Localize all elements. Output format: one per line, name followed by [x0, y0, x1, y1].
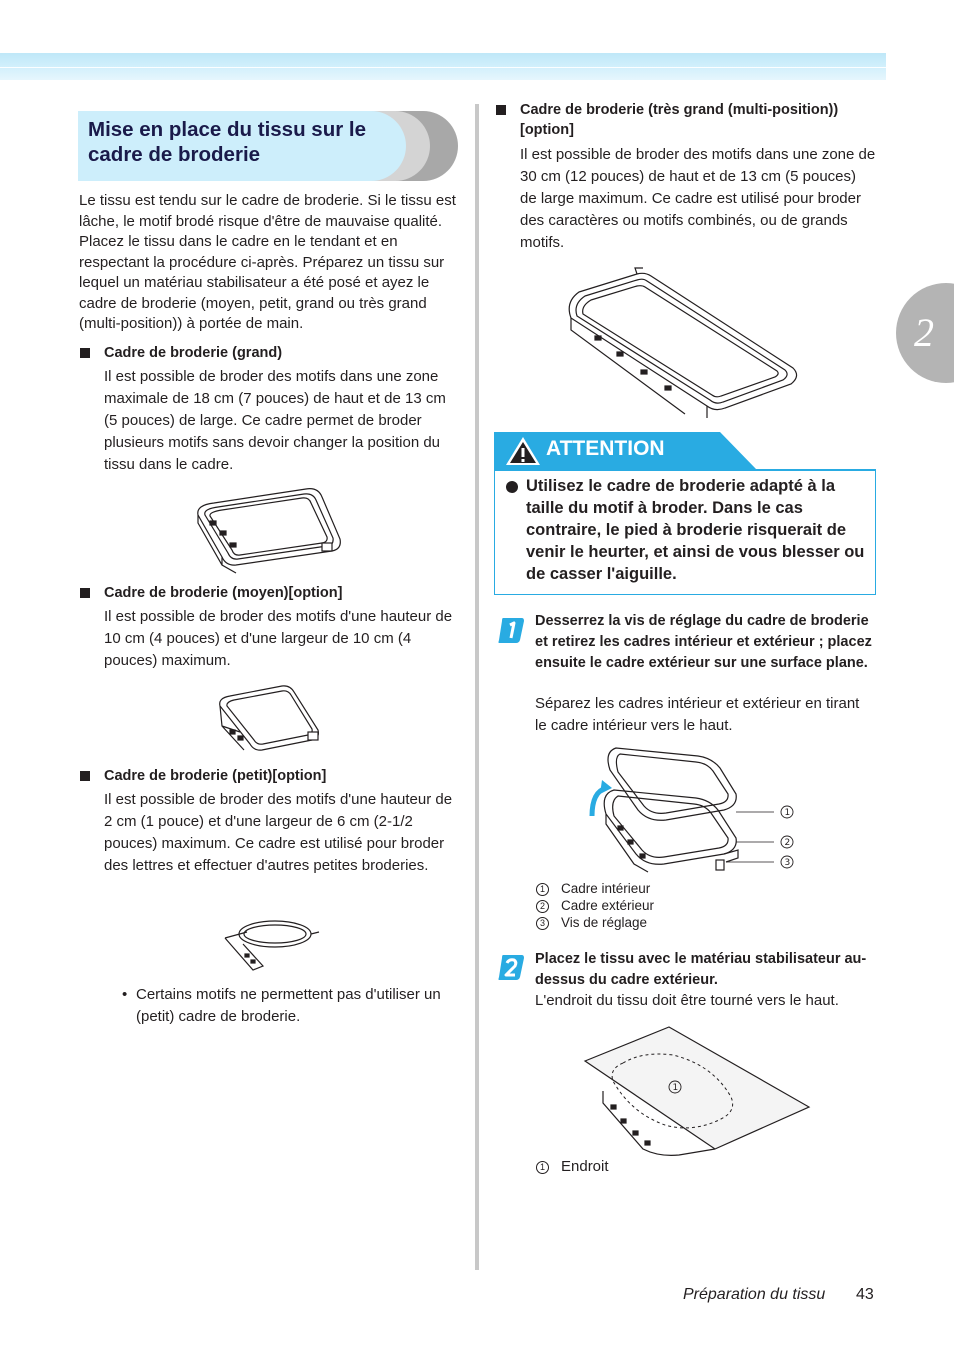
- step-1-detail: Séparez les cadres intérieur et extérieur en tirant le cadre intérieur vers le haut.: [535, 695, 860, 734]
- legend-item: 1 Cadre intérieur: [536, 880, 654, 897]
- warning-icon: [505, 436, 541, 466]
- svg-text:1: 1: [784, 808, 791, 818]
- chapter-number: 2: [914, 310, 934, 355]
- svg-text:2: 2: [784, 838, 791, 848]
- large-frame-illustration: [196, 487, 342, 567]
- bullet-square: [80, 348, 90, 358]
- medium-frame-illustration: [218, 684, 322, 754]
- small-frame-illustration: [223, 914, 319, 972]
- step-2-instruction: Placez le tissu avec le matériau stabilisateur au-dessus du cadre extérieur.: [535, 951, 867, 988]
- svg-text:3: 3: [784, 858, 791, 868]
- step-1-icon: [498, 617, 525, 644]
- intro-paragraph: Le tissu est tendu sur le cadre de broderie. Si le tissu est lâche, le motif brodé risque d'être de mauvaise qualité. Placez le tissu dans le cadre en le tendant et en respectant la procédure ci-après. Préparez un tissu sur lequel un matériau stabilisateur a été posé et ayez le cadre de broderie (moyen, petit, grand ou très grand (multi-position)) à portée de main.: [79, 192, 456, 332]
- step-1-legend: [536, 880, 654, 931]
- bullet-dot: [506, 481, 518, 493]
- frame-xlarge-text: Il est possible de broder des motifs dans une zone de 30 cm (12 pouces) de haut et de 13 cm (5 pouces) de large maximum. Ce cadre est utilisé pour broder des caractères ou motifs combinés, ou de grands motifs.: [520, 146, 876, 251]
- frame-medium-title: Cadre de broderie (moyen)[option]: [104, 585, 343, 601]
- frame-small-text: Il est possible de broder des motifs d'une hauteur de 2 cm (1 pouce) et d'une largeur de 6 cm (2-1/2 pouces) maximum. Ce cadre est utilisé pour broder des lettres et effectuer d'autres petites broderies.: [104, 791, 453, 874]
- hoop-separation-illustration: [586, 746, 802, 876]
- section-title: Mise en place du tissu sur le cadre de broderie: [88, 118, 366, 166]
- bullet-square: [80, 771, 90, 781]
- step-1-instruction: Desserrez la vis de réglage du cadre de broderie et retirez les cadres intérieur et extérieur ; placez ensuite le cadre extérieur sur une surface plane.: [535, 613, 872, 671]
- frame-large-title: Cadre de broderie (grand): [104, 345, 283, 361]
- step-2-icon: [498, 954, 525, 981]
- frame-xlarge-title: Cadre de broderie (très grand (multi-position)) [option]: [520, 102, 839, 138]
- attention-label: ATTENTION: [546, 437, 665, 460]
- svg-text:1: 1: [672, 1083, 679, 1093]
- column-divider: [475, 104, 479, 1270]
- frame-medium-text: Il est possible de broder des motifs d'une hauteur de 10 cm (4 pouces) et d'une largeur de 10 cm (4 pouces) maximum.: [104, 608, 453, 669]
- header-band: [0, 53, 886, 80]
- note-bullet: •: [122, 986, 128, 1003]
- step-2-legend: [536, 1158, 609, 1175]
- frame-small-title: Cadre de broderie (petit)[option]: [104, 768, 327, 784]
- page-number: 43: [856, 1286, 874, 1303]
- note-text: Certains motifs ne permettent pas d'utiliser un (petit) cadre de broderie.: [136, 986, 441, 1025]
- fabric-on-frame-illustration: [583, 1025, 813, 1160]
- footer-section: Préparation du tissu: [683, 1286, 826, 1303]
- chapter-tab: [896, 283, 954, 383]
- legend-item: 2 Cadre extérieur: [536, 897, 654, 914]
- legend-item: 3 Vis de réglage: [536, 914, 654, 931]
- attention-text: Utilisez le cadre de broderie adapté à la taille du motif à broder. Dans le cas contraire, le pied à broderie risquerait de venir le heurter, et ainsi de vous blesser ou de casser l'aiguille.: [526, 477, 865, 583]
- frame-large-text: Il est possible de broder des motifs dans une zone maximale de 18 cm (7 pouces) de haut et de 13 cm (5 pouces) de large. Ce cadre permet de broder plusieurs motifs sans devoir changer la position du tissu dans le cadre.: [104, 368, 446, 473]
- legend-item: 1 Endroit: [536, 1158, 609, 1175]
- bullet-square: [496, 105, 506, 115]
- bullet-square: [80, 588, 90, 598]
- section-heading: [78, 111, 458, 181]
- xlarge-frame-illustration: [565, 268, 805, 418]
- step-2-detail: L'endroit du tissu doit être tourné vers le haut.: [535, 992, 839, 1009]
